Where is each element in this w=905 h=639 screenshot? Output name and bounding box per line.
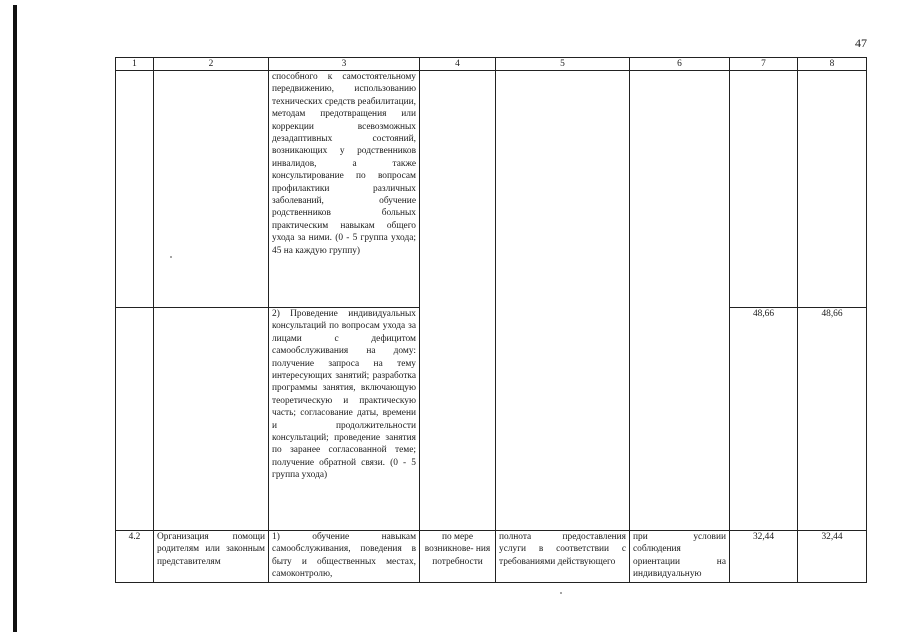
header-cell: 7 <box>730 58 798 71</box>
name-cell <box>154 71 269 308</box>
tariff-cell: 32,44 <box>798 531 867 583</box>
header-cell: 6 <box>630 58 730 71</box>
tariff-cell <box>798 71 867 308</box>
table-row <box>116 71 867 308</box>
periodicity-cell: по мере возникнове- ния потребности <box>420 531 496 583</box>
header-cell: 2 <box>154 58 269 71</box>
condition-cell <box>630 71 730 531</box>
num-cell <box>116 71 154 308</box>
header-cell: 1 <box>116 58 154 71</box>
services-table <box>115 57 867 583</box>
table-header-row <box>116 58 867 71</box>
binding-edge <box>13 5 17 632</box>
service-description-cell: способного к самостоятельному передвижению, использованию технических средств реабилитации, методам предотвращения или коррекции всевозможных дезадаптивных состояний, возникающих у родственников инвалидов, а также консультирование по вопросам профилактики различных заболеваний, обучение родственников больных практическим навыкам общего ухода за ними. (0 - 5 группа ухода; 45 на каждую группу) <box>269 71 420 308</box>
tariff-cell <box>730 71 798 308</box>
periodicity-cell <box>420 71 496 531</box>
tariff-cell: 48,66 <box>798 308 867 531</box>
name-cell: Организация помощи родителям или законным представителям <box>154 531 269 583</box>
header-cell: 8 <box>798 58 867 71</box>
name-cell <box>154 308 269 531</box>
page-number: 47 <box>855 36 867 50</box>
header-cell: 3 <box>269 58 420 71</box>
scan-speck <box>560 592 562 594</box>
quality-cell: полнота предоставления услуги в соответствии с требованиями действующего <box>496 531 630 583</box>
tariff-cell: 48,66 <box>730 308 798 531</box>
num-cell <box>116 308 154 531</box>
header-cell: 4 <box>420 58 496 71</box>
header-cell: 5 <box>496 58 630 71</box>
condition-cell: при условии соблюдения ориентации на индивидуальную <box>630 531 730 583</box>
service-description-cell: 2) Проведение индивидуальных консультаций по вопросам ухода за лицами с дефицитом самообслуживания на дому: получение запроса на тему интересующих занятий; разработка программы занятия, включающую теоретическую и практическую часть; согласование даты, времени и продолжительности консультаций; проведение занятия по заранее согласованной теме; получение обратной связи. (0 - 5 группа ухода) <box>269 308 420 531</box>
table-row <box>116 531 867 583</box>
quality-cell <box>496 71 630 531</box>
num-cell: 4.2 <box>116 531 154 583</box>
service-description-cell: 1) обучение навыкам самообслуживания, поведения в быту и общественных местах, самоконтролю, <box>269 531 420 583</box>
tariff-cell: 32,44 <box>730 531 798 583</box>
